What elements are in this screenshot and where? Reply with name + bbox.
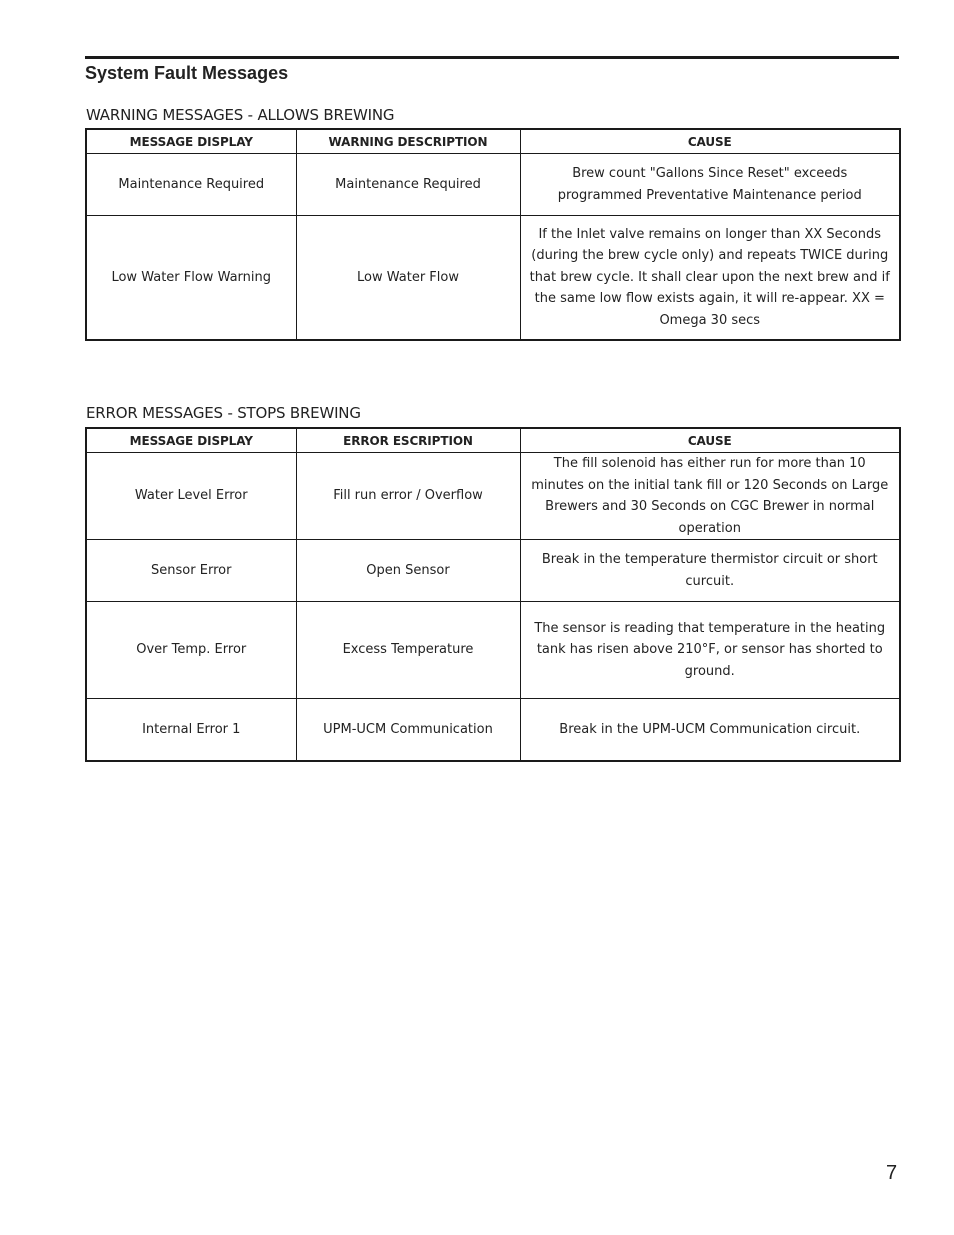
cause-cell: Break in the temperature thermistor circuit or short curcuit. xyxy=(520,540,900,602)
description-cell: Excess Temperature xyxy=(296,602,520,699)
description-cell: UPM-UCM Communication xyxy=(296,699,520,761)
table-row xyxy=(86,602,900,699)
description-cell: Low Water Flow xyxy=(296,216,520,340)
cause-cell: The fill solenoid has either run for more than 10 minutes on the initial tank fill or 120 Seconds on Large Brewers and 30 Seconds on CGC Brewer in normal operation xyxy=(520,453,900,540)
top-rule xyxy=(85,56,899,59)
table-header-row xyxy=(86,129,900,154)
warning-messages-table xyxy=(85,128,901,341)
cause-cell: If the Inlet valve remains on longer than XX Seconds (during the brew cycle only) and repeats TWICE during that brew cycle. It shall clear upon the next brew and if the same low flow exists again, it will re-appear. XX = Omega 30 secs xyxy=(520,216,900,340)
cause-cell: The sensor is reading that temperature in the heating tank has risen above 210°F, or sensor has shorted to ground. xyxy=(520,602,900,699)
column-header-cause: CAUSE xyxy=(520,428,900,453)
message-display-cell: Sensor Error xyxy=(86,540,296,602)
table-row xyxy=(86,540,900,602)
table-row xyxy=(86,453,900,540)
column-header-cause: CAUSE xyxy=(520,129,900,154)
description-cell: Maintenance Required xyxy=(296,154,520,216)
message-display-cell: Maintenance Required xyxy=(86,154,296,216)
table-row xyxy=(86,699,900,761)
column-header-error-description: ERROR ESCRIPTION xyxy=(296,428,520,453)
column-header-warning-description: WARNING DESCRIPTION xyxy=(296,129,520,154)
column-header-message-display: MESSAGE DISPLAY xyxy=(86,428,296,453)
description-cell: Fill run error / Overflow xyxy=(296,453,520,540)
warning-section-title: WARNING MESSAGES - ALLOWS BREWING xyxy=(86,106,395,124)
message-display-cell: Water Level Error xyxy=(86,453,296,540)
description-cell: Open Sensor xyxy=(296,540,520,602)
error-messages-table xyxy=(85,427,901,762)
table-row xyxy=(86,216,900,340)
error-section-title: ERROR MESSAGES - STOPS BREWING xyxy=(86,404,361,422)
table-row xyxy=(86,154,900,216)
page-title: System Fault Messages xyxy=(85,63,289,83)
cause-cell: Break in the UPM-UCM Communication circuit. xyxy=(520,699,900,761)
message-display-cell: Over Temp. Error xyxy=(86,602,296,699)
message-display-cell: Low Water Flow Warning xyxy=(86,216,296,340)
column-header-message-display: MESSAGE DISPLAY xyxy=(86,129,296,154)
message-display-cell: Internal Error 1 xyxy=(86,699,296,761)
cause-cell: Brew count "Gallons Since Reset" exceeds programmed Preventative Maintenance period xyxy=(520,154,900,216)
table-header-row xyxy=(86,428,900,453)
page-number: 7 xyxy=(886,1162,898,1184)
